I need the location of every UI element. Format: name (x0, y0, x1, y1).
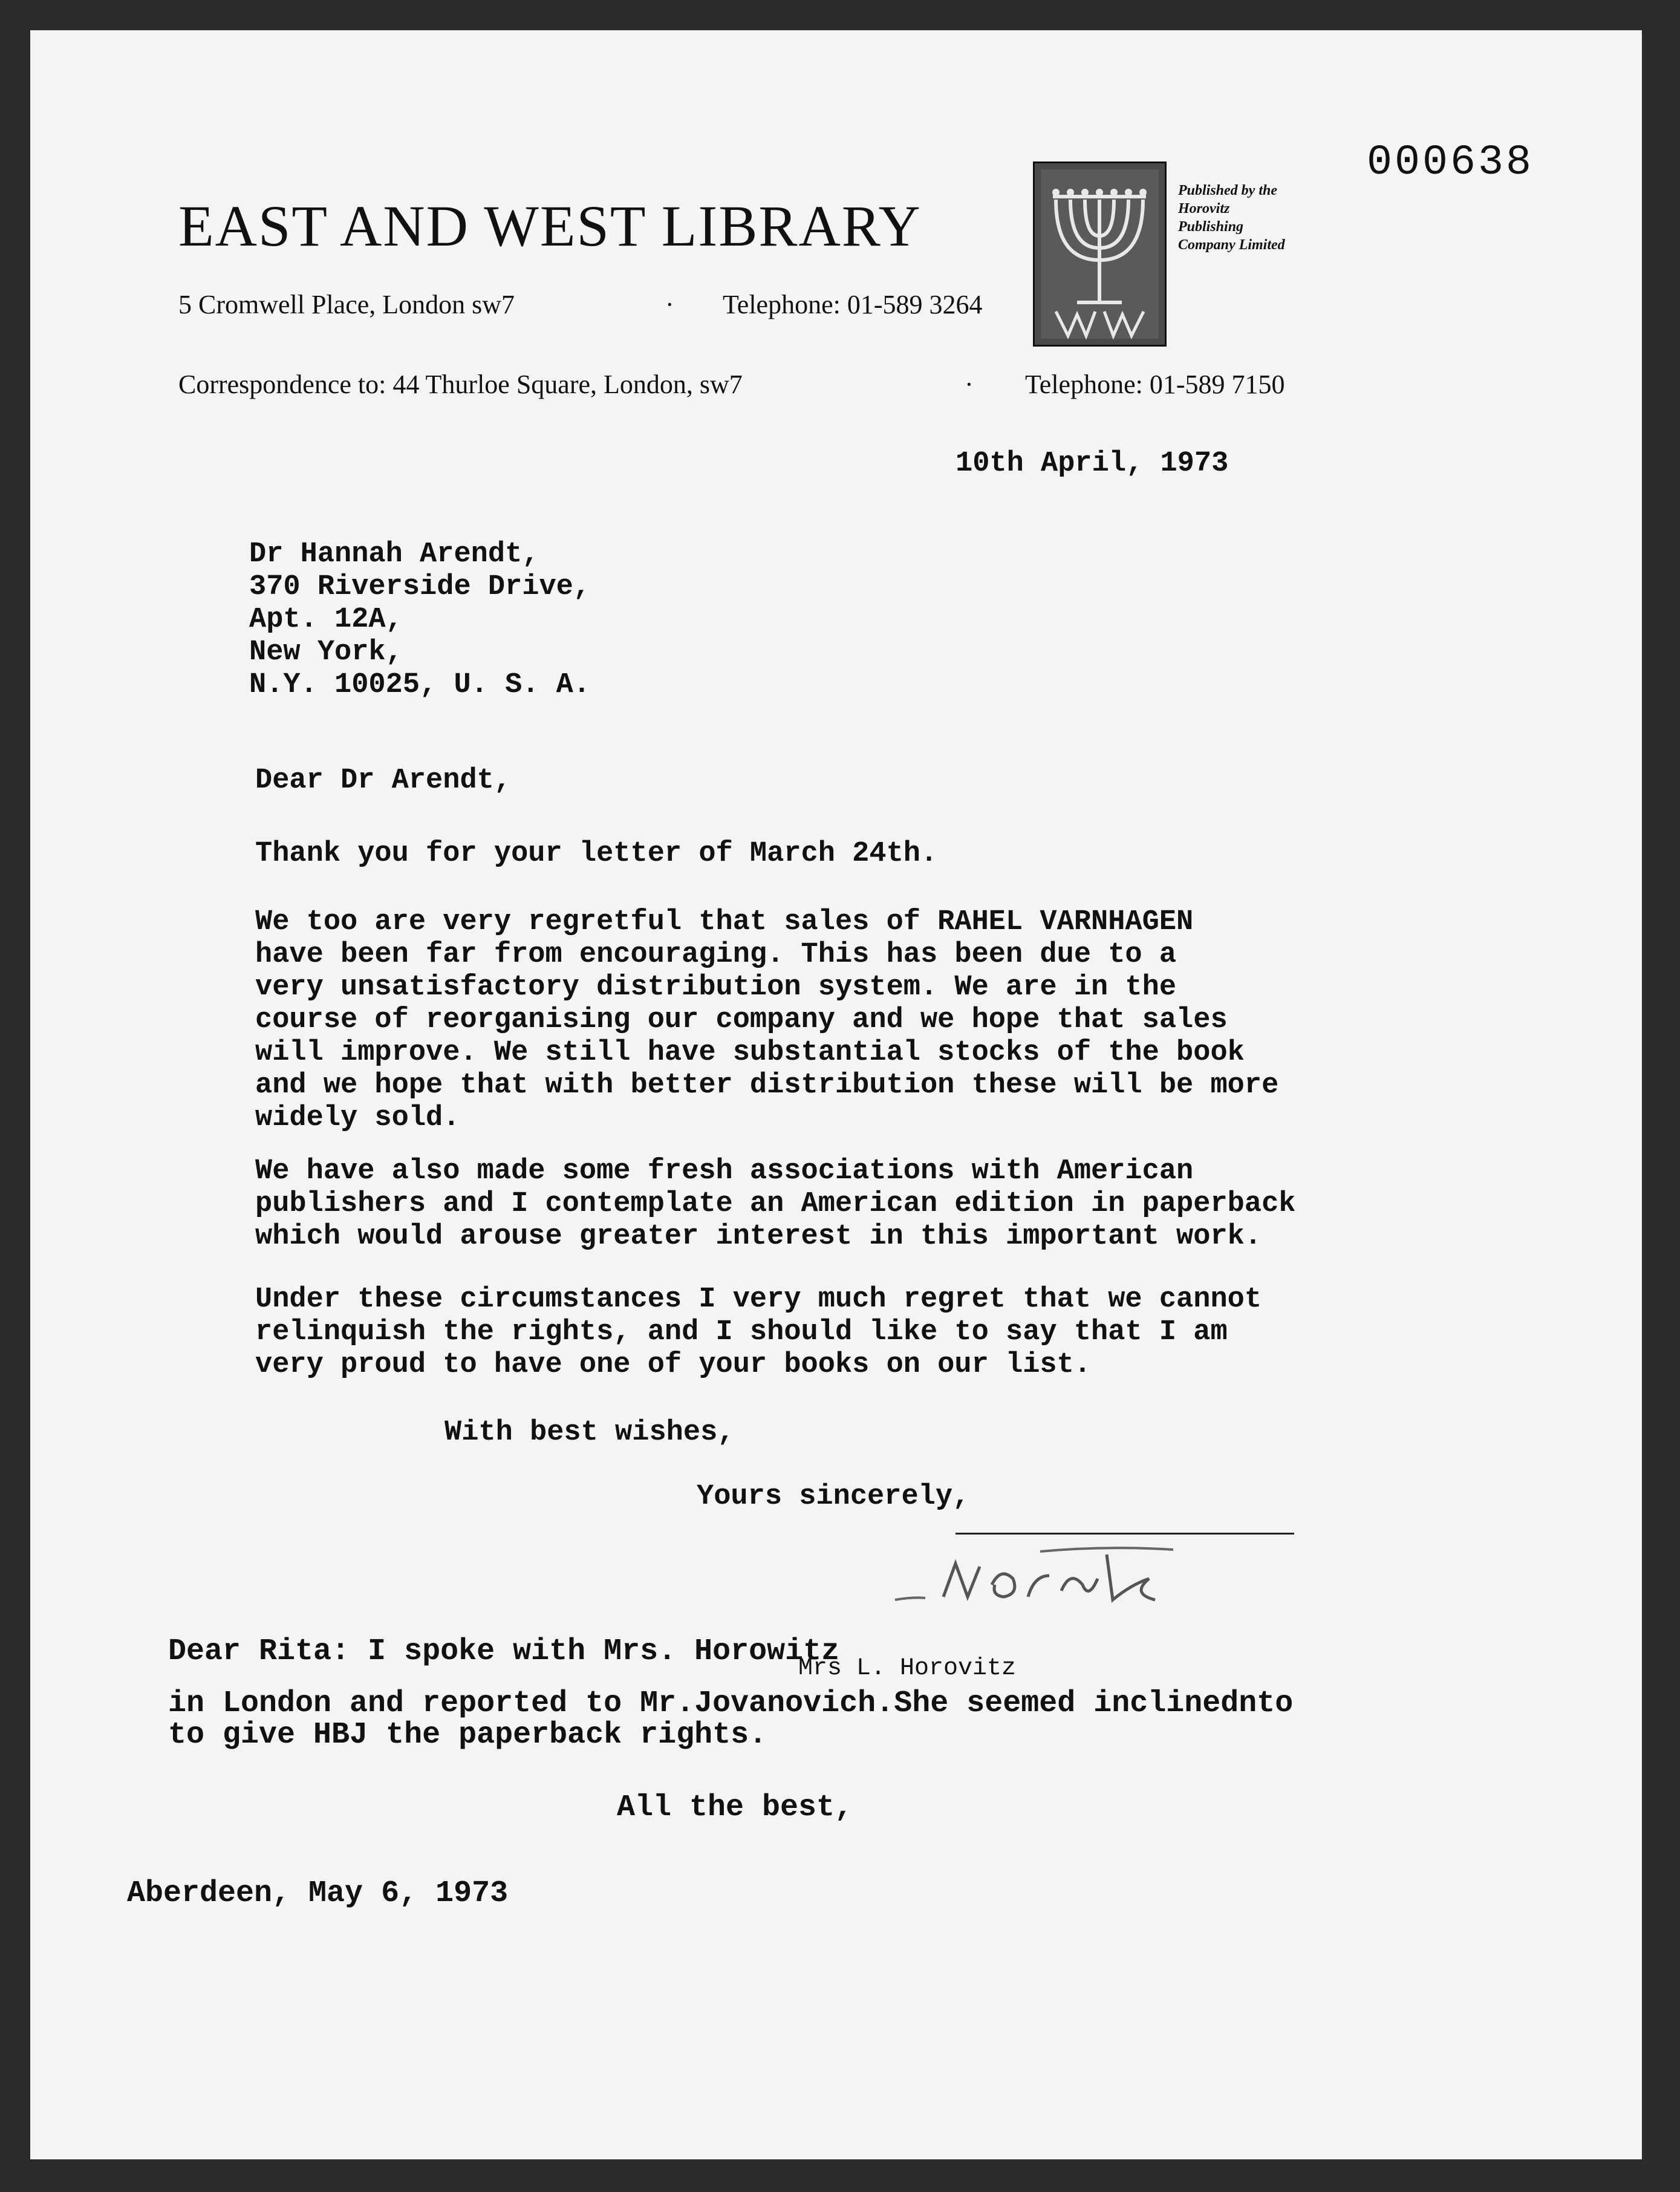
recipient-address: Dr Hannah Arendt, 370 Riverside Drive, Apt. 12A, New York, N.Y. 10025, U. S. A. (249, 538, 591, 701)
signatory-name: Mrs L. Horovitz (798, 1655, 1017, 1682)
paragraph-4: Under these circumstances I very much regret that we cannot relinquish the rights, and I should like to say that I am very proud to have one of your books on our list. (255, 1284, 1262, 1381)
letterhead-address: 5 Cromwell Place, London sw7 (178, 290, 515, 319)
note-line-1: Dear Rita: I spoke with Mrs. Horowitz (168, 1634, 840, 1669)
note-place-date: Aberdeen, May 6, 1973 (127, 1876, 509, 1911)
menorah-logo-icon (1033, 161, 1167, 347)
note-closing: All the best, (617, 1790, 853, 1825)
letterhead-separator: · (665, 290, 674, 319)
letterhead-title: EAST AND WEST LIBRARY (178, 194, 922, 258)
document-number: 000638 (1367, 139, 1534, 187)
handwritten-signature (889, 1542, 1203, 1618)
correspondence-address: Correspondence to: 44 Thurloe Square, London, sw7 (178, 370, 743, 399)
paragraph-3: We have also made some fresh associations with American publishers and I contemplate an American edition in paperback which would arouse greater interest in this important work. (255, 1155, 1296, 1253)
closing: With best wishes, (444, 1417, 735, 1449)
letter-sheet (30, 30, 1642, 2159)
note-line-3: to give HBJ the paperback rights. (168, 1718, 767, 1752)
correspondence-separator: · (965, 370, 974, 399)
letter-date: 10th April, 1973 (956, 448, 1229, 480)
sign-off: Yours sincerely, (697, 1481, 970, 1513)
signature-line (956, 1533, 1294, 1535)
paragraph-1: Thank you for your letter of March 24th. (255, 838, 938, 870)
note-line-2: in London and reported to Mr.Jovanovich.She seemed inclinednto (168, 1686, 1294, 1721)
salutation: Dear Dr Arendt, (255, 765, 512, 797)
correspondence-telephone: Telephone: 01-589 7150 (1025, 370, 1285, 399)
published-by: Published by the Horovitz Publishing Company Limited (1178, 183, 1285, 253)
letterhead-telephone: Telephone: 01-589 3264 (723, 290, 983, 319)
paragraph-2: We too are very regretful that sales of RAHEL VARNHAGEN have been far from encouraging. This has been due to a very unsatisfactory distribution system. We are in the course of reorganising our company and we hope that sales will improve. We still have substantial stocks of the book and we hope that with better distribution these will be more widely sold. (255, 906, 1279, 1134)
